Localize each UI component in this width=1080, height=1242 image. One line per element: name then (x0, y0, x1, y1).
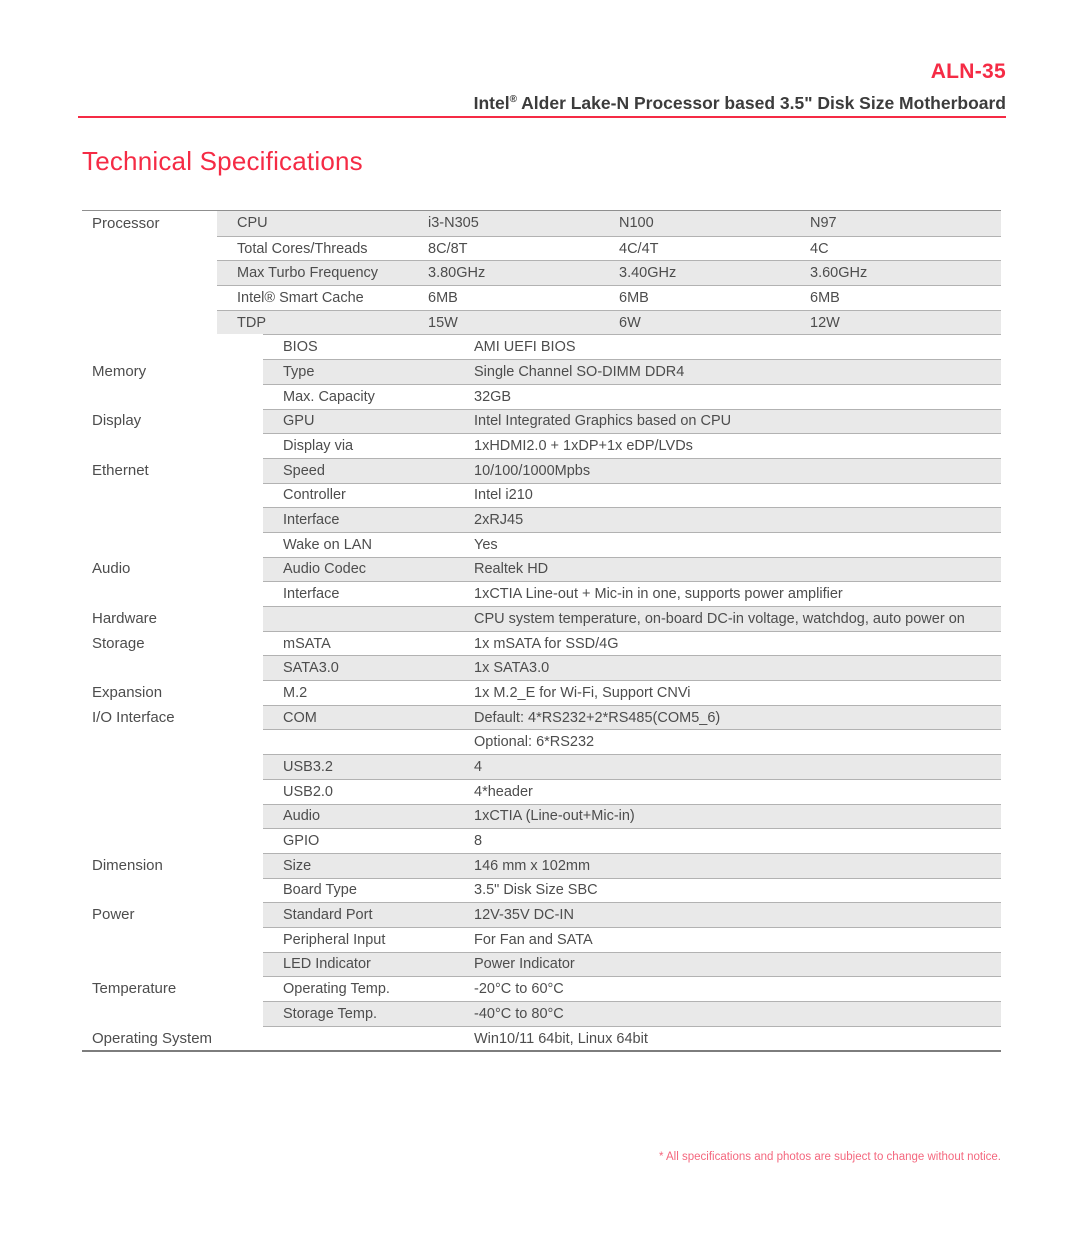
spec-value: Optional: 6*RS232 (474, 734, 595, 751)
spec-category (82, 285, 217, 310)
spec-category (82, 310, 217, 335)
spec-value: Single Channel SO-DIMM DDR4 (474, 363, 685, 380)
spec-label: Wake on LAN (283, 536, 372, 553)
spec-category (82, 1001, 263, 1026)
spec-value: 3.80GHz (428, 265, 486, 282)
spec-label: Size (283, 857, 312, 874)
spec-row (82, 705, 1001, 730)
spec-subrow (263, 458, 1001, 483)
spec-value: Intel i210 (474, 487, 533, 504)
spec-label: Max. Capacity (283, 388, 375, 405)
spec-subrow (217, 285, 1001, 310)
spec-value: 2xRJ45 (474, 512, 524, 529)
spec-label: Operating Temp. (283, 981, 390, 998)
spec-category (82, 655, 263, 680)
spec-subrow (263, 952, 1001, 977)
spec-subrow (263, 557, 1001, 582)
spec-value: 6W (619, 314, 641, 331)
spec-label: Audio Codec (283, 561, 367, 578)
spec-value: 3.5" Disk Size SBC (474, 882, 598, 899)
spec-row (82, 729, 1001, 754)
spec-category (82, 581, 263, 606)
spec-category: Operating System (92, 1029, 213, 1047)
spec-value: 12W (810, 314, 840, 331)
spec-value: 4C/4T (619, 240, 659, 257)
spec-label: GPIO (283, 833, 320, 850)
spec-subrow (263, 680, 1001, 705)
spec-value: For Fan and SATA (474, 931, 593, 948)
spec-value: Yes (474, 536, 498, 553)
spec-category (82, 260, 217, 285)
spec-category: Expansion (92, 683, 163, 701)
spec-subrow (263, 976, 1001, 1001)
spec-row (82, 260, 1001, 285)
spec-subrow (263, 384, 1001, 409)
spec-subrow (263, 779, 1001, 804)
spec-value: -40°C to 80°C (474, 1005, 564, 1022)
spec-category (82, 804, 263, 829)
footnote: * All specifications and photos are subject to change without notice. (658, 1151, 1001, 1163)
spec-category: Processor (92, 214, 160, 232)
spec-table (82, 210, 1001, 1052)
page-title: Technical Specifications (82, 146, 363, 176)
spec-label: GPU (283, 413, 315, 430)
spec-subrow (263, 1026, 1001, 1051)
spec-row (82, 606, 1001, 631)
spec-subrow (263, 878, 1001, 903)
registered-trademark-symbol: ® (509, 94, 517, 106)
spec-row (82, 779, 1001, 804)
spec-row (82, 483, 1001, 508)
spec-category: Power (92, 906, 135, 924)
spec-label: USB2.0 (283, 783, 333, 800)
spec-category: I/O Interface (92, 708, 175, 726)
spec-row (82, 655, 1001, 680)
spec-subrow (263, 655, 1001, 680)
spec-value: 6MB (428, 289, 458, 306)
spec-value: 3.60GHz (810, 265, 868, 282)
spec-label: BIOS (283, 339, 318, 356)
spec-value: Power Indicator (474, 956, 575, 973)
spec-row (82, 804, 1001, 829)
spec-row (82, 532, 1001, 557)
spec-row (82, 433, 1001, 458)
spec-value: 1xCTIA (Line-out+Mic-in) (474, 808, 635, 825)
spec-row (82, 285, 1001, 310)
spec-value: 146 mm x 102mm (474, 857, 591, 874)
spec-category (82, 236, 217, 261)
subtitle-brand: Intel (473, 93, 510, 113)
spec-row (82, 557, 1001, 582)
spec-value: Win10/11 64bit, Linux 64bit (474, 1030, 648, 1047)
spec-value: 6MB (619, 289, 649, 306)
spec-label: Total Cores/Threads (237, 240, 368, 257)
spec-value: 32GB (474, 388, 512, 405)
spec-category: Storage (92, 634, 145, 652)
spec-row (82, 236, 1001, 261)
spec-row (82, 1026, 1001, 1051)
spec-subrow (263, 483, 1001, 508)
spec-label: LED Indicator (283, 956, 371, 973)
spec-subrow (217, 211, 1001, 236)
spec-subrow (263, 359, 1001, 384)
spec-label: USB3.2 (283, 758, 333, 775)
spec-subrow (263, 532, 1001, 557)
spec-category (82, 384, 263, 409)
spec-subrow (263, 507, 1001, 532)
spec-row (82, 507, 1001, 532)
spec-label: Speed (283, 462, 325, 479)
spec-label: Type (283, 363, 315, 380)
spec-value: 4C (810, 240, 829, 257)
spec-value: 3.40GHz (619, 265, 677, 282)
spec-row (82, 631, 1001, 656)
spec-subrow (263, 1001, 1001, 1026)
spec-row (82, 211, 1001, 236)
spec-label: mSATA (283, 635, 331, 652)
spec-value: 15W (428, 314, 458, 331)
spec-category: Memory (92, 362, 147, 380)
spec-row (82, 359, 1001, 384)
spec-subrow (263, 581, 1001, 606)
spec-row (82, 952, 1001, 977)
spec-row (82, 878, 1001, 903)
spec-value: 1x SATA3.0 (474, 660, 550, 677)
spec-subrow (263, 828, 1001, 853)
spec-category (82, 927, 263, 952)
red-divider (78, 116, 1006, 118)
spec-value: 4*header (474, 783, 533, 800)
spec-row (82, 581, 1001, 606)
spec-category: Display (92, 412, 142, 430)
spec-row (82, 902, 1001, 927)
spec-subrow (263, 902, 1001, 927)
spec-subrow (263, 334, 1001, 359)
spec-category (82, 952, 263, 977)
spec-row (82, 754, 1001, 779)
spec-subrow (263, 631, 1001, 656)
spec-category (82, 779, 263, 804)
spec-category: Ethernet (92, 461, 149, 479)
spec-row (82, 458, 1001, 483)
spec-value: CPU system temperature, on-board DC-in voltage, watchdog, auto power on (474, 610, 965, 627)
spec-value: 8 (474, 833, 483, 850)
spec-label: Display via (283, 438, 354, 455)
spec-category (82, 828, 263, 853)
spec-category: Dimension (92, 856, 163, 874)
spec-label: COM (283, 709, 317, 726)
spec-subrow (263, 754, 1001, 779)
spec-row (82, 384, 1001, 409)
spec-category: Hardware (92, 609, 158, 627)
spec-label: Audio (283, 808, 321, 825)
spec-category (82, 433, 263, 458)
spec-label: Standard Port (283, 907, 373, 924)
spec-subrow (217, 260, 1001, 285)
spec-category (82, 754, 263, 779)
spec-row (82, 680, 1001, 705)
spec-subrow (263, 409, 1001, 434)
spec-subrow (263, 729, 1001, 754)
spec-label: Peripheral Input (283, 931, 386, 948)
spec-label: Interface (283, 512, 340, 529)
spec-row (82, 853, 1001, 878)
subtitle-text: Alder Lake-N Processor based 3.5" Disk Size Motherboard (516, 93, 1006, 113)
spec-subrow (263, 705, 1001, 730)
spec-label: Max Turbo Frequency (237, 265, 379, 282)
spec-value: 6MB (810, 289, 840, 306)
spec-label: Storage Temp. (283, 1005, 378, 1022)
spec-category (82, 483, 263, 508)
spec-value: N97 (810, 215, 837, 232)
spec-value: Realtek HD (474, 561, 549, 578)
spec-category: Audio (92, 560, 131, 578)
spec-category (82, 878, 263, 903)
spec-value: 12V-35V DC-IN (474, 907, 574, 924)
spec-row (82, 927, 1001, 952)
spec-category (82, 507, 263, 532)
spec-subrow (263, 433, 1001, 458)
spec-row (82, 409, 1001, 434)
spec-label: CPU (237, 215, 268, 232)
page-subtitle (474, 93, 1006, 114)
spec-label: TDP (237, 314, 266, 331)
spec-value: 1x mSATA for SSD/4G (474, 635, 619, 652)
spec-value: Intel Integrated Graphics based on CPU (474, 413, 732, 430)
spec-category (82, 334, 263, 359)
spec-value: 1x M.2_E for Wi-Fi, Support CNVi (474, 684, 691, 701)
spec-subrow (263, 853, 1001, 878)
spec-row (82, 828, 1001, 853)
spec-row (82, 334, 1001, 359)
spec-label: Board Type (283, 882, 357, 899)
spec-value: Default: 4*RS232+2*RS485(COM5_6) (474, 709, 721, 726)
spec-category (82, 532, 263, 557)
spec-row (82, 1001, 1001, 1026)
spec-label: M.2 (283, 684, 308, 701)
spec-value: N100 (619, 215, 654, 232)
spec-subrow (263, 804, 1001, 829)
spec-category: Temperature (92, 980, 177, 998)
spec-label: Intel® Smart Cache (237, 289, 364, 306)
spec-value: 10/100/1000Mpbs (474, 462, 591, 479)
spec-value: 4 (474, 758, 483, 775)
spec-row (82, 310, 1001, 335)
spec-subrow (263, 927, 1001, 952)
spec-category (82, 729, 263, 754)
spec-value: 8C/8T (428, 240, 468, 257)
spec-subrow (263, 606, 1001, 631)
model-number: ALN-35 (930, 60, 1006, 83)
spec-label: Interface (283, 586, 340, 603)
spec-subrow (217, 236, 1001, 261)
spec-value: 1xCTIA Line-out + Mic-in in one, supports power amplifier (474, 586, 843, 603)
spec-label: SATA3.0 (283, 660, 339, 677)
spec-value: AMI UEFI BIOS (474, 339, 576, 356)
spec-row (82, 976, 1001, 1001)
spec-value: i3-N305 (428, 215, 479, 232)
spec-label: Controller (283, 487, 346, 504)
spec-value: -20°C to 60°C (474, 981, 564, 998)
spec-value: 1xHDMI2.0 + 1xDP+1x eDP/LVDs (474, 438, 693, 455)
spec-subrow (217, 310, 1001, 335)
